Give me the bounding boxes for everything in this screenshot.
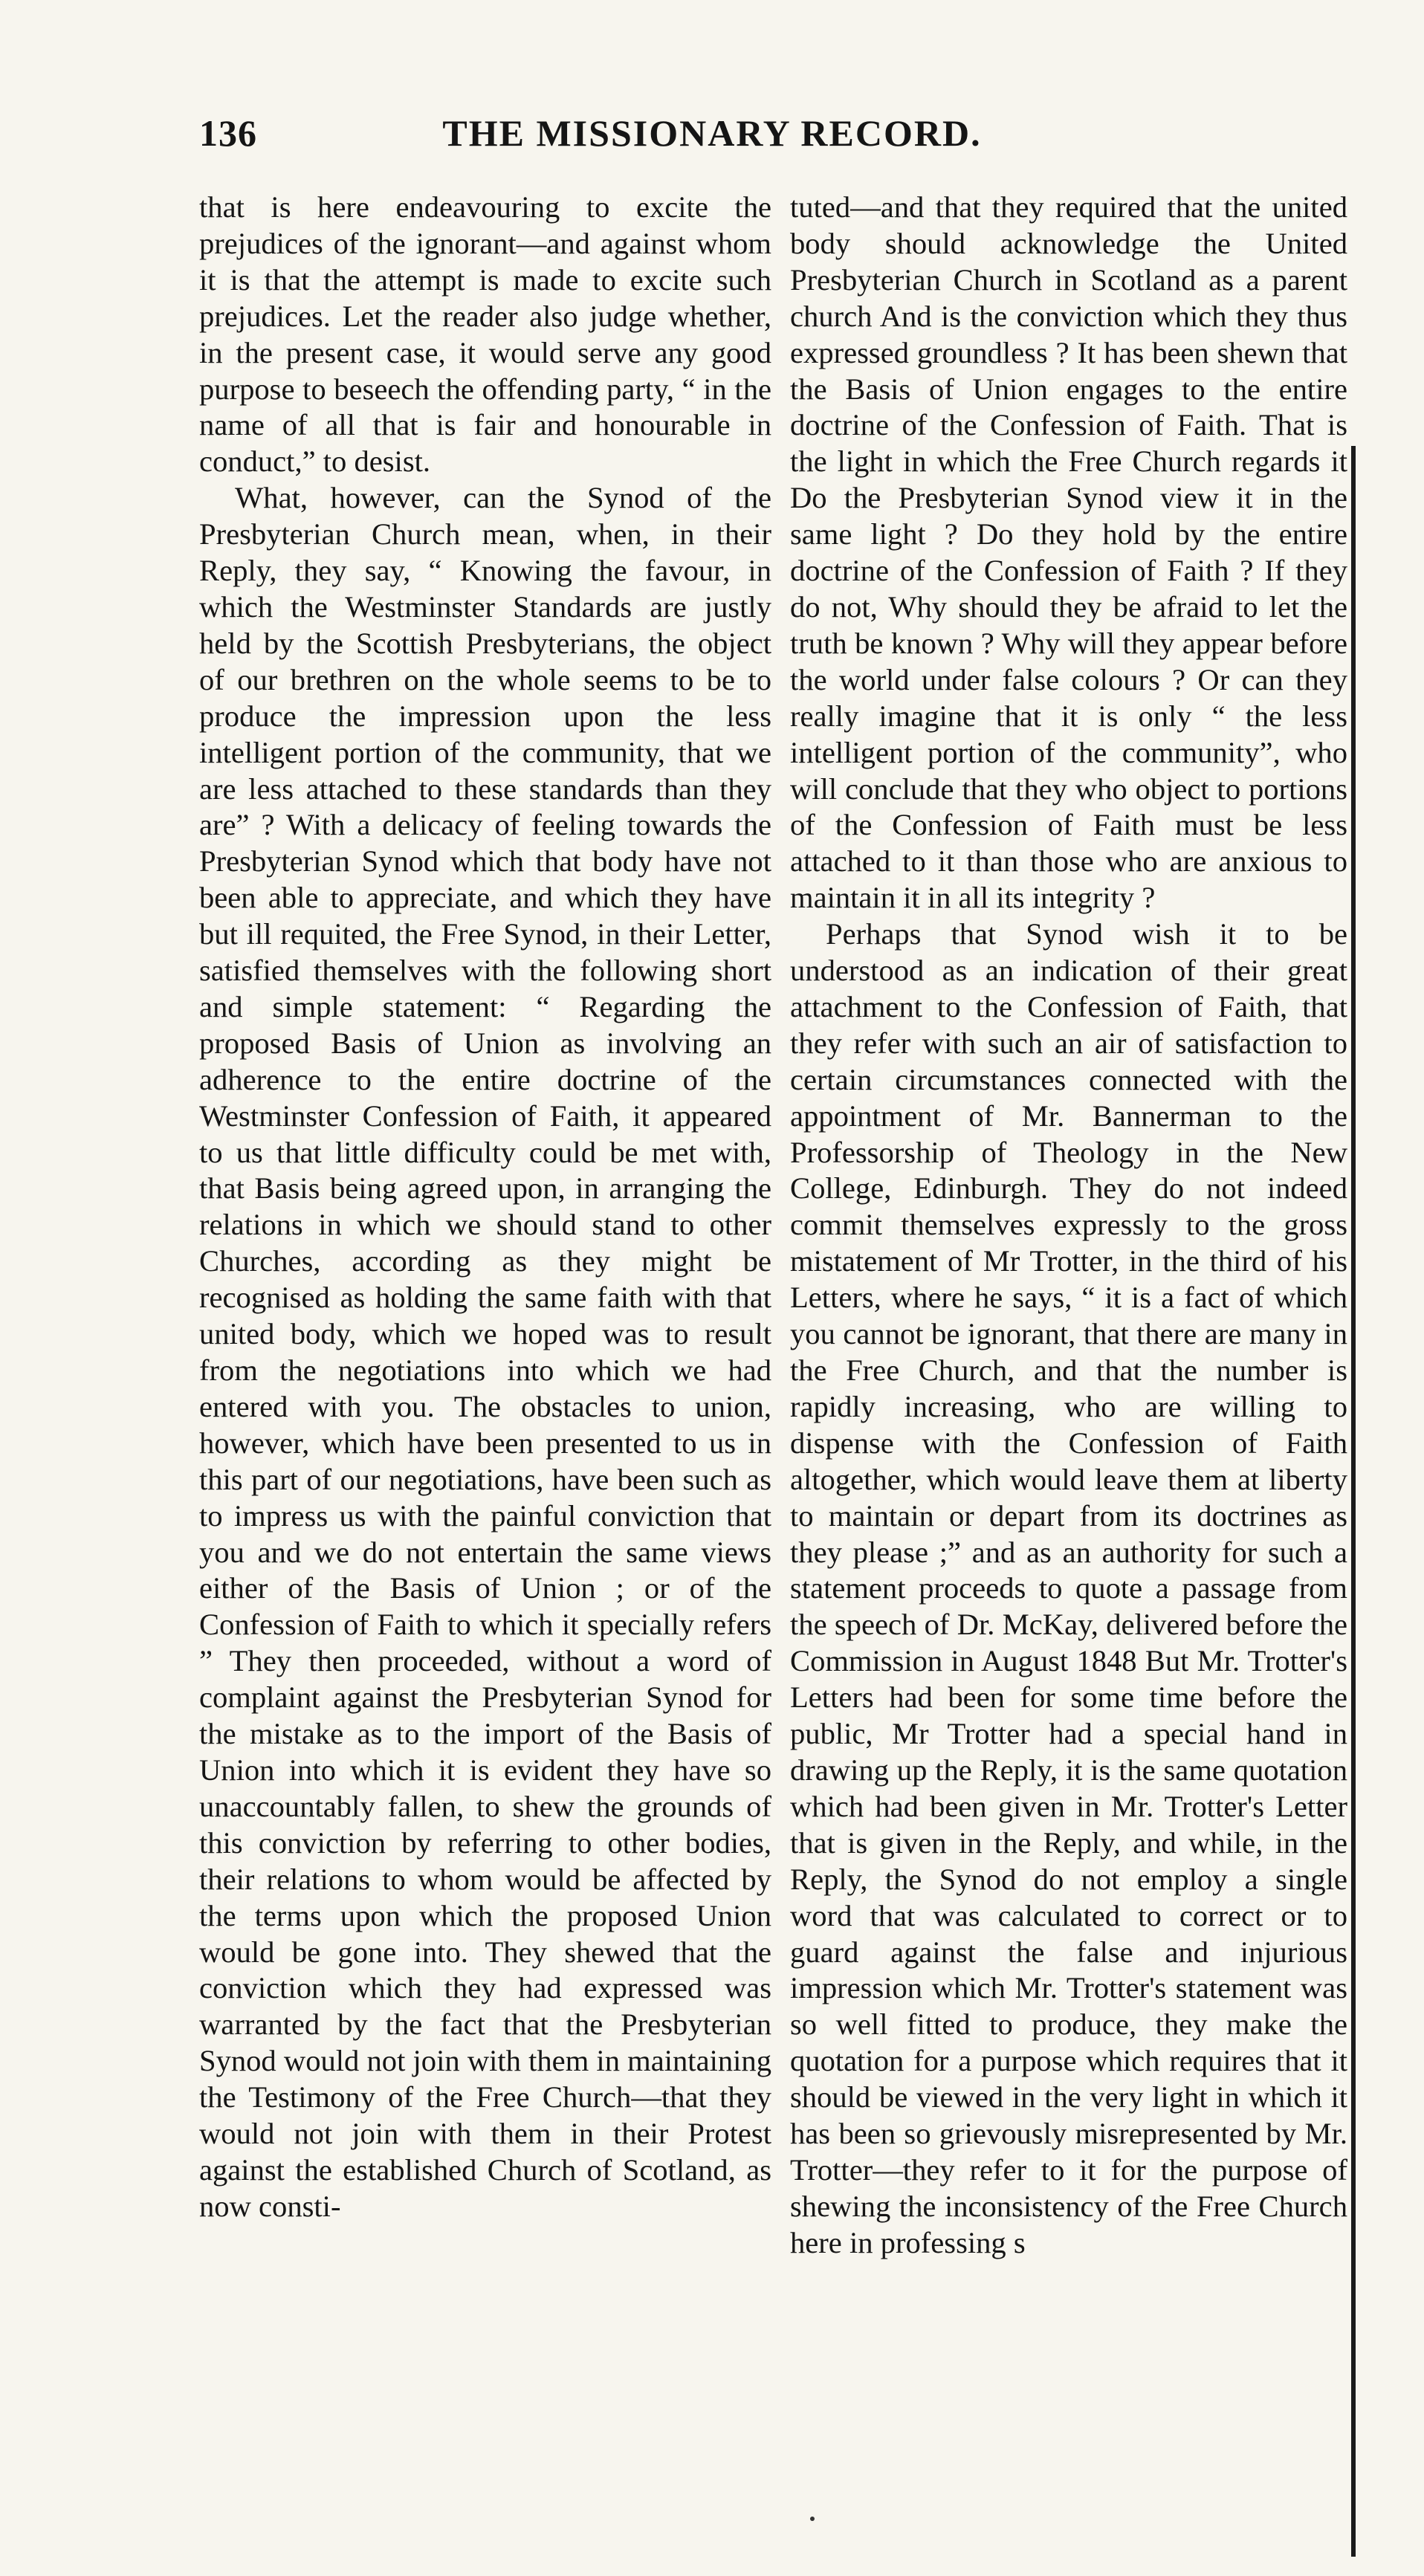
page-number: 136 [199,112,257,154]
running-title: THE MISSIONARY RECORD. [442,112,982,154]
paragraph: tuted—and that they required that the united body should acknowledge the United Presbyterian Church in Scotland as a parent church And is the conviction which they thus expressed groundless ? It has been shewn that the Basis of Union engages to the entire doctrine of the Confession of Faith. That is the light in which the Free Church regards it Do the Presbyterian Synod view it in the same light ? Do they hold by the entire doctrine of the Confession of Faith ? If they do not, Why should they be afraid to let the truth be known ? Why will they appear before the world under false colours ? Or can they really imagine that it is only “ the less intelligent portion of the community”, who will conclude that they who object to portions of the Confession of Faith must be less attached to it than those who are anxious to maintain it in all its integrity ? [790,190,1347,915]
page-header [0,111,1424,171]
left-column [199,190,771,2225]
paragraph: What, however, can the Synod of the Presbyterian Church mean, when, in their Reply, they say, “ Knowing the favour, in which the Westminster Standards are justly held by the Scottish Presbyterians, the object of our brethren on the whole seems to be to produce the impression upon the less intelligent portion of the community, that we are less attached to these standards than they are” ? With a delicacy of feeling towards the Presbyterian Synod which that body have not been able to appreciate, and which they have but ill requited, the Free Synod, in their Letter, satisfied themselves with the following short and simple statement: “ Regarding the proposed Basis of Union as involving an adherence to the entire doctrine of the Westminster Confession of Faith, it appeared to us that little difficulty could be met with, that Basis being agreed upon, in arranging the relations in which we should stand to other Churches, according as they might be recognised as holding the same faith with that united body, which we hoped was to result from the negotiations into which we had entered with you. The obstacles to union, however, which have been presented to us in this part of our negotiations, have been such as to impress us with the painful conviction that you and we do not entertain the same views either of the Basis of Union ; or of the Confession of Faith to which it specially refers ” They then proceeded, without a word of complaint against the Presbyterian Synod for the mistake as to the import of the Basis of Union into which it is evident they have so unaccountably fallen, to shew the grounds of this conviction by referring to other bodies, their relations to whom would be affected by the terms upon which the proposed Union would be gone into. They shewed that the conviction which they had expressed was warranted by the fact that the Presbyterian Synod would not join with them in maintaining the Testimony of the Free Church—that they would not join with them in their Protest against the established Church of Scotland, as now consti- [199,481,771,2223]
paragraph: Perhaps that Synod wish it to be understood as an indication of their great attachment to the Confession of Faith, that they refer with such an air of satisfaction to certain circumstances connected with the appointment of Mr. Bannerman to the Professorship of Theology in the New College, Edinburgh. They do not indeed commit themselves expressly to the gross mistatement of Mr Trotter, in the third of his Letters, where he says, “ it is a fact of which you cannot be ignorant, that there are many in the Free Church, and that the number is rapidly increasing, who are willing to dispense with the Confession of Faith altogether, which would leave them at liberty to maintain or depart from its doctrines as they please ;” and as an authority for such a statement proceeds to quote a passage from the speech of Dr. McKay, delivered before the Commission in August 1848 But Mr. Trotter's Letters had been for some time before the public, Mr Trotter had a special hand in drawing up the Reply, it is the same quotation which had been given in Mr. Trotter's Letter that is given in the Reply, and while, in the Reply, the Synod do not employ a single word that was calculated to correct or to guard against the false and injurious impression which Mr. Trotter's statement was so well fitted to produce, they make the quotation for a purpose which requires that it should be viewed in the very light in which it has been so grievously misrepresented by Mr. Trotter—they refer to it for the purpose of shewing the inconsistency of the Free Church here in professing s [790,917,1347,2259]
binding-shadow [1351,446,1356,2557]
right-column [790,190,1347,2262]
ink-speck [810,2517,815,2521]
paragraph: that is here endeavouring to excite the prejudices of the ignorant—and against whom it is that the attempt is made to excite such prejudices. Let the reader also judge whether, in the present case, it would serve any good purpose to beseech the offending party, “ in the name of all that is fair and honourable in conduct,” to desist. [199,190,771,479]
